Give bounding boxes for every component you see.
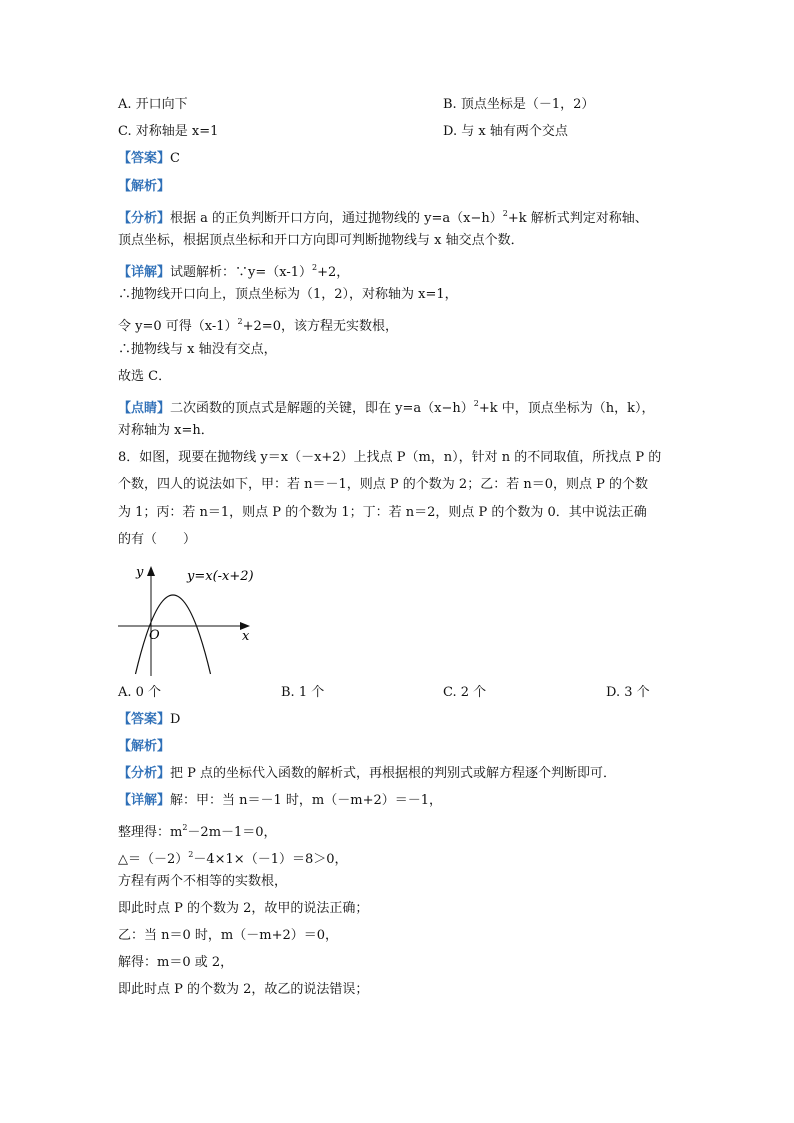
q8-option-b: B. 1 个 bbox=[281, 685, 325, 700]
answer-tag: 【答案】 bbox=[118, 712, 171, 727]
q8-stem-line-1: 8．如图，现要在抛物线 y＝x（－x+2）上找点 P（m，n），针对 n 的不同取值，所找点 P 的 bbox=[118, 450, 662, 465]
xiangjie-text: △＝（－2） bbox=[118, 852, 189, 867]
q8-option-d: D. 3 个 bbox=[606, 685, 650, 700]
xiangjie-text-cont: －2m－1＝0， bbox=[187, 825, 277, 840]
dianjing-tag: 【点睛】 bbox=[118, 401, 171, 416]
q8-xiangjie-line-8: 即此时点 P 的个数为 2，故乙的说法错误； bbox=[118, 982, 369, 997]
xiangjie-text: 解：甲：当 n＝－1 时，m（－m+2）＝－1， bbox=[170, 793, 443, 808]
fenxi-tag: 【分析】 bbox=[118, 211, 171, 226]
q8-xiangjie-line-3 bbox=[118, 845, 348, 870]
q7-xiangjie-line-4: ∴抛物线与 x 轴没有交点， bbox=[118, 342, 277, 357]
q7-answer-line bbox=[118, 149, 180, 169]
xiangjie-text-cont: +2， bbox=[317, 265, 350, 280]
q7-xiangjie-line-1 bbox=[118, 258, 349, 283]
superscript: 2 bbox=[312, 263, 318, 272]
answer-value: D bbox=[170, 712, 181, 727]
xiangjie-tag: 【详解】 bbox=[118, 793, 171, 808]
dianjing-text-cont: +k 中，顶点坐标为（h，k）， bbox=[478, 401, 655, 416]
superscript: 2 bbox=[188, 850, 194, 859]
q8-stem-line-3: 为 1；丙：若 n＝1，则点 P 的个数为 1；丁：若 n＝2，则点 P 的个数为 0．其中说法正确 bbox=[118, 505, 647, 520]
q7-fenxi-line-2: 顶点坐标，根据顶点坐标和开口方向即可判断抛物线与 x 轴交点个数． bbox=[118, 233, 524, 248]
q8-option-c: C. 2 个 bbox=[443, 685, 487, 700]
q7-fenxi-line-1 bbox=[118, 204, 648, 229]
parabola-curve bbox=[136, 595, 211, 674]
xiangjie-text: 令 y=0 可得（x-1） bbox=[118, 319, 238, 334]
q8-fenxi-line bbox=[118, 764, 616, 784]
fenxi-text-cont: +k 解析式判定对称轴、 bbox=[507, 211, 648, 226]
superscript: 2 bbox=[182, 823, 188, 832]
q7-analysis-heading: 【解析】 bbox=[118, 179, 171, 194]
xiangjie-text-cont: +2=0，该方程无实数根， bbox=[242, 319, 398, 334]
superscript: 2 bbox=[237, 317, 243, 326]
q7-xiangjie-line-2: ∴抛物线开口向上，顶点坐标为（1，2），对称轴为 x=1， bbox=[118, 287, 458, 302]
y-axis-label: y bbox=[136, 565, 144, 580]
y-axis-arrow bbox=[147, 566, 155, 576]
answer-tag: 【答案】 bbox=[118, 151, 171, 166]
q8-xiangjie-line-6: 乙：当 n＝0 时，m（－m+2）＝0， bbox=[118, 928, 338, 943]
superscript: 2 bbox=[473, 399, 479, 408]
q8-xiangjie-line-7: 解得：m＝0 或 2， bbox=[118, 955, 234, 970]
xiangjie-text: 试题解析：∵y=（x-1） bbox=[170, 265, 313, 280]
fenxi-text: 根据 a 的正负判断开口方向，通过抛物线的 y=a（x−h） bbox=[170, 211, 503, 226]
q7-xiangjie-line-5: 故选 C． bbox=[118, 369, 172, 384]
q7-option-c: C. 对称轴是 x=1 bbox=[118, 124, 219, 139]
q8-xiangjie-line-2 bbox=[118, 818, 277, 843]
x-axis-label: x bbox=[242, 629, 250, 644]
q8-stem-line-4: 的有（ ） bbox=[118, 532, 197, 547]
q7-option-d: D. 与 x 轴有两个交点 bbox=[443, 124, 568, 139]
q8-answer-line bbox=[118, 710, 180, 730]
q8-xiangjie-line-1 bbox=[118, 791, 442, 811]
q8-xiangjie-line-4: 方程有两个不相等的实数根， bbox=[118, 874, 288, 889]
xiangjie-text: 整理得：m bbox=[118, 825, 183, 840]
dianjing-text: 二次函数的顶点式是解题的关键，即在 y=a（x−h） bbox=[170, 401, 474, 416]
superscript: 2 bbox=[502, 209, 508, 218]
answer-value: C bbox=[170, 151, 180, 166]
q8-analysis-heading: 【解析】 bbox=[118, 739, 171, 754]
xiangjie-tag: 【详解】 bbox=[118, 265, 171, 280]
q7-xiangjie-line-3 bbox=[118, 312, 398, 337]
q7-option-a: A. 开口向下 bbox=[118, 97, 188, 112]
fenxi-text: 把 P 点的坐标代入函数的解析式，再根据根的判别式或解方程逐个判断即可． bbox=[170, 766, 617, 781]
fenxi-tag: 【分析】 bbox=[118, 766, 171, 781]
parabola-graph bbox=[116, 560, 256, 680]
q8-xiangjie-line-5: 即此时点 P 的个数为 2，故甲的说法正确； bbox=[118, 901, 369, 916]
q7-dianjing-line-1 bbox=[118, 394, 654, 419]
curve-label: y=x(-x+2) bbox=[187, 569, 254, 584]
q7-dianjing-line-2: 对称轴为 x=h． bbox=[118, 423, 214, 438]
q8-option-a: A. 0 个 bbox=[118, 685, 162, 700]
origin-label: O bbox=[149, 628, 160, 643]
q8-stem-line-2: 个数，四人的说法如下，甲：若 n＝－1，则点 P 的个数为 2；乙：若 n＝0，则点 P 的个数 bbox=[118, 477, 648, 492]
q7-option-b: B. 顶点坐标是（－1，2） bbox=[443, 97, 595, 112]
xiangjie-text-cont: －4×1×（－1）＝8＞0， bbox=[193, 852, 348, 867]
